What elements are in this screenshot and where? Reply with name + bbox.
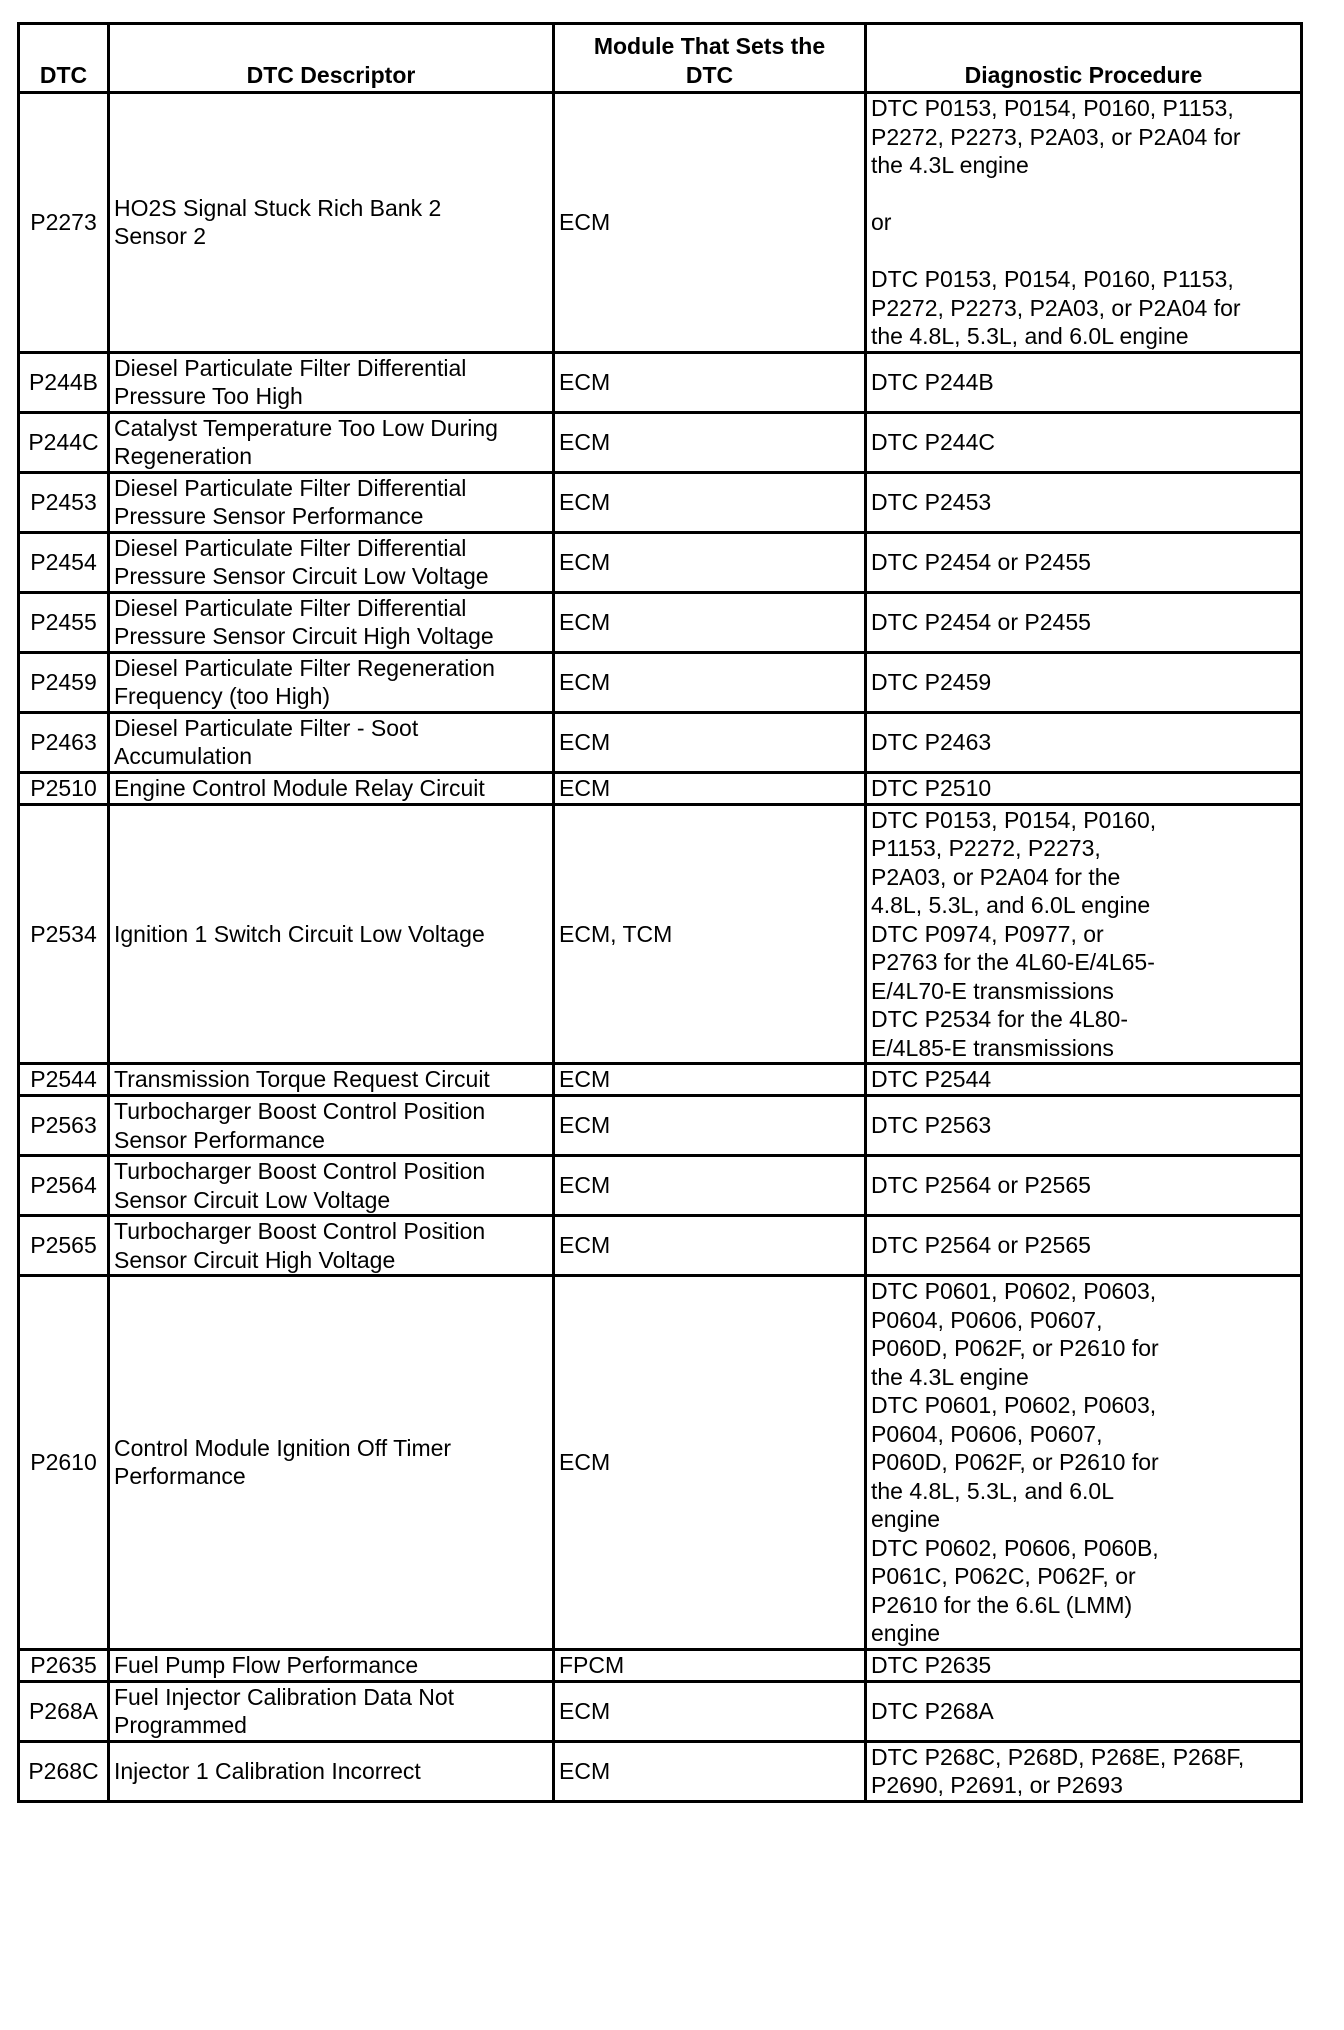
dtc-descriptor — [109, 352, 554, 412]
setting-module: ECM — [554, 772, 866, 804]
table-row — [19, 1156, 1302, 1216]
descriptor-line: Turbocharger Boost Control Position — [114, 1158, 486, 1184]
diagnostic-procedure — [866, 772, 1302, 804]
descriptor-line: Fuel Injector Calibration Data Not — [114, 1683, 455, 1710]
table-row — [19, 772, 1302, 804]
header-module-line1: Module That Sets the — [593, 33, 826, 59]
diagnostic-procedure — [866, 1156, 1302, 1216]
procedure-line: DTC P244C — [871, 428, 995, 455]
setting-module: ECM — [554, 93, 866, 353]
diagnostic-procedure — [866, 93, 1302, 353]
setting-module: ECM — [554, 352, 866, 412]
table-row — [19, 1276, 1302, 1650]
procedure-line: DTC P0974, P0977, or — [871, 920, 1104, 947]
procedure-line: DTC P2453 — [871, 488, 992, 515]
dtc-code: P2273 — [19, 93, 109, 353]
dtc-descriptor — [109, 1156, 554, 1216]
procedure-line: DTC P0153, P0154, P0160, P1153, — [871, 266, 1234, 292]
dtc-code: P268C — [19, 1741, 109, 1801]
dtc-code: P2455 — [19, 592, 109, 652]
table-header — [19, 24, 1302, 93]
descriptor-line: Accumulation — [114, 743, 253, 769]
setting-module: ECM — [554, 1096, 866, 1156]
procedure-line: P1153, P2272, P2273, — [871, 835, 1101, 861]
procedure-line: P2272, P2273, P2A03, or P2A04 for — [871, 294, 1241, 321]
procedure-line: P060D, P062F, or P2610 for — [871, 1449, 1159, 1475]
diagnostic-procedure — [866, 1276, 1302, 1650]
setting-module: ECM — [554, 652, 866, 712]
procedure-line: DTC P0601, P0602, P0603, — [871, 1278, 1157, 1304]
descriptor-line: Sensor 2 — [114, 223, 207, 250]
setting-module: ECM — [554, 532, 866, 592]
descriptor-line: Sensor Performance — [114, 1126, 325, 1153]
table-row — [19, 1096, 1302, 1156]
procedure-line: the 4.3L engine — [871, 1363, 1029, 1390]
procedure-line: P2A03, or P2A04 for the — [871, 863, 1121, 890]
dtc-code: P2565 — [19, 1216, 109, 1276]
dtc-descriptor — [109, 1649, 554, 1681]
procedure-line: P0604, P0606, P0607, — [871, 1306, 1103, 1333]
descriptor-line: Fuel Pump Flow Performance — [114, 1651, 419, 1678]
descriptor-line: Transmission Torque Request Circuit — [114, 1066, 490, 1093]
procedure-line: DTC P2454 or P2455 — [871, 548, 1091, 575]
dtc-descriptor — [109, 93, 554, 353]
table-row — [19, 1216, 1302, 1276]
dtc-descriptor — [109, 1276, 554, 1650]
descriptor-line: HO2S Signal Stuck Rich Bank 2 — [114, 194, 442, 221]
diagnostic-procedure — [866, 532, 1302, 592]
procedure-spacer — [871, 237, 1296, 266]
procedure-line: P2272, P2273, P2A03, or P2A04 for — [871, 123, 1241, 150]
diagnostic-procedure — [866, 652, 1302, 712]
procedure-line: E/4L85-E transmissions — [871, 1034, 1114, 1061]
procedure-line: engine — [871, 1506, 941, 1532]
procedure-line: the 4.8L, 5.3L, and 6.0L — [871, 1477, 1114, 1504]
descriptor-line: Frequency (too High) — [114, 683, 331, 709]
diagnostic-procedure — [866, 352, 1302, 412]
table-row — [19, 1741, 1302, 1801]
diagnostic-procedure — [866, 1064, 1302, 1096]
table-row — [19, 532, 1302, 592]
procedure-line: DTC P2463 — [871, 728, 992, 755]
descriptor-line: Programmed — [114, 1712, 247, 1738]
descriptor-line: Pressure Sensor Circuit Low Voltage — [114, 563, 489, 589]
setting-module: ECM — [554, 1681, 866, 1741]
descriptor-line: Diesel Particulate Filter Differential — [114, 354, 467, 381]
dtc-code: P2454 — [19, 532, 109, 592]
procedure-line: the 4.8L, 5.3L, and 6.0L engine — [871, 323, 1189, 349]
setting-module: ECM — [554, 592, 866, 652]
procedure-line: DTC P2635 — [871, 1651, 992, 1678]
table-row — [19, 472, 1302, 532]
descriptor-line: Pressure Sensor Circuit High Voltage — [114, 623, 494, 649]
procedure-line: 4.8L, 5.3L, and 6.0L engine — [871, 892, 1151, 918]
descriptor-line: Performance — [114, 1463, 246, 1490]
table-body — [19, 93, 1302, 1802]
setting-module: ECM — [554, 1064, 866, 1096]
diagnostic-procedure — [866, 1681, 1302, 1741]
dtc-code: P2635 — [19, 1649, 109, 1681]
table-row — [19, 804, 1302, 1064]
descriptor-line: Injector 1 Calibration Incorrect — [114, 1757, 421, 1784]
descriptor-line: Regeneration — [114, 443, 253, 469]
dtc-descriptor — [109, 1681, 554, 1741]
procedure-line: P0604, P0606, P0607, — [871, 1420, 1103, 1447]
diagnostic-procedure — [866, 592, 1302, 652]
descriptor-line: Diesel Particulate Filter Differential — [114, 594, 467, 621]
descriptor-line: Pressure Too High — [114, 383, 303, 409]
procedure-line: DTC P268C, P268D, P268E, P268F, — [871, 1743, 1245, 1770]
dtc-descriptor — [109, 772, 554, 804]
dtc-code: P244B — [19, 352, 109, 412]
table-row — [19, 352, 1302, 412]
dtc-descriptor — [109, 1216, 554, 1276]
procedure-line: DTC P0602, P0606, P060B, — [871, 1534, 1159, 1561]
procedure-line: P2610 for the 6.6L (LMM) — [871, 1591, 1133, 1618]
setting-module: ECM — [554, 412, 866, 472]
table-row — [19, 412, 1302, 472]
dtc-descriptor — [109, 1741, 554, 1801]
procedure-line: DTC P0601, P0602, P0603, — [871, 1392, 1157, 1418]
procedure-line: DTC P2564 or P2565 — [871, 1172, 1091, 1199]
diagnostic-procedure — [866, 1216, 1302, 1276]
diagnostic-procedure — [866, 412, 1302, 472]
header-procedure: Diagnostic Procedure — [866, 24, 1302, 93]
dtc-code: P2463 — [19, 712, 109, 772]
descriptor-line: Diesel Particulate Filter - Soot — [114, 714, 419, 741]
descriptor-line: Turbocharger Boost Control Position — [114, 1218, 486, 1244]
procedure-line: E/4L70-E transmissions — [871, 977, 1114, 1004]
table-row — [19, 1064, 1302, 1096]
procedure-line: P061C, P062C, P062F, or — [871, 1563, 1136, 1589]
table-row — [19, 712, 1302, 772]
procedure-line: DTC P2534 for the 4L80- — [871, 1006, 1128, 1032]
dtc-descriptor — [109, 712, 554, 772]
setting-module: ECM — [554, 1216, 866, 1276]
procedure-line: DTC P0153, P0154, P0160, — [871, 806, 1157, 833]
setting-module: ECM — [554, 712, 866, 772]
dtc-descriptor — [109, 1064, 554, 1096]
descriptor-line: Control Module Ignition Off Timer — [114, 1434, 452, 1461]
procedure-line: P2690, P2691, or P2693 — [871, 1772, 1123, 1798]
diagnostic-procedure — [866, 1649, 1302, 1681]
diagnostic-procedure — [866, 1741, 1302, 1801]
dtc-code: P2544 — [19, 1064, 109, 1096]
procedure-line: or — [871, 209, 892, 235]
setting-module: ECM — [554, 1156, 866, 1216]
table-row — [19, 93, 1302, 353]
dtc-code: P2563 — [19, 1096, 109, 1156]
descriptor-line: Diesel Particulate Filter Differential — [114, 534, 467, 561]
dtc-code: P2510 — [19, 772, 109, 804]
descriptor-line: Catalyst Temperature Too Low During — [114, 414, 498, 441]
header-module-line2: DTC — [685, 61, 734, 88]
dtc-descriptor — [109, 472, 554, 532]
header-dtc: DTC — [19, 24, 109, 93]
setting-module: ECM — [554, 1741, 866, 1801]
table-row — [19, 652, 1302, 712]
dtc-descriptor — [109, 1096, 554, 1156]
dtc-table — [17, 22, 1303, 1803]
descriptor-line: Diesel Particulate Filter Differential — [114, 474, 467, 501]
descriptor-line: Engine Control Module Relay Circuit — [114, 774, 485, 801]
descriptor-line: Pressure Sensor Performance — [114, 503, 424, 529]
dtc-code: P2459 — [19, 652, 109, 712]
procedure-line: DTC P2459 — [871, 668, 992, 695]
descriptor-line: Turbocharger Boost Control Position — [114, 1098, 486, 1124]
procedure-line: DTC P2544 — [871, 1066, 992, 1093]
procedure-line: DTC P268A — [871, 1697, 994, 1724]
dtc-code: P244C — [19, 412, 109, 472]
dtc-code: P2453 — [19, 472, 109, 532]
setting-module: ECM — [554, 472, 866, 532]
descriptor-line: Sensor Circuit High Voltage — [114, 1246, 396, 1273]
header-descriptor: DTC Descriptor — [109, 24, 554, 93]
table-row — [19, 1649, 1302, 1681]
procedure-line: P060D, P062F, or P2610 for — [871, 1335, 1159, 1361]
diagnostic-procedure — [866, 712, 1302, 772]
procedure-line: DTC P2454 or P2455 — [871, 608, 1091, 635]
table-row — [19, 592, 1302, 652]
procedure-line: DTC P2564 or P2565 — [871, 1232, 1091, 1259]
dtc-descriptor — [109, 412, 554, 472]
procedure-line: engine — [871, 1620, 941, 1646]
descriptor-line: Diesel Particulate Filter Regeneration — [114, 654, 495, 681]
dtc-code: P268A — [19, 1681, 109, 1741]
procedure-line: DTC P0153, P0154, P0160, P1153, — [871, 95, 1234, 121]
descriptor-line: Ignition 1 Switch Circuit Low Voltage — [114, 920, 485, 947]
procedure-line: DTC P244B — [871, 368, 994, 395]
diagnostic-procedure — [866, 472, 1302, 532]
procedure-spacer — [871, 180, 1296, 209]
diagnostic-procedure — [866, 1096, 1302, 1156]
setting-module: ECM, TCM — [554, 804, 866, 1064]
dtc-descriptor — [109, 532, 554, 592]
dtc-descriptor — [109, 592, 554, 652]
dtc-code: P2610 — [19, 1276, 109, 1650]
procedure-line: DTC P2563 — [871, 1112, 992, 1139]
dtc-descriptor — [109, 804, 554, 1064]
header-module — [554, 24, 866, 93]
setting-module: FPCM — [554, 1649, 866, 1681]
header-row — [19, 24, 1302, 93]
dtc-descriptor — [109, 652, 554, 712]
procedure-line: DTC P2510 — [871, 774, 992, 801]
setting-module: ECM — [554, 1276, 866, 1650]
dtc-code: P2564 — [19, 1156, 109, 1216]
table-row — [19, 1681, 1302, 1741]
descriptor-line: Sensor Circuit Low Voltage — [114, 1186, 391, 1213]
procedure-line: the 4.3L engine — [871, 152, 1029, 178]
dtc-code: P2534 — [19, 804, 109, 1064]
diagnostic-procedure — [866, 804, 1302, 1064]
procedure-line: P2763 for the 4L60-E/4L65- — [871, 949, 1155, 975]
